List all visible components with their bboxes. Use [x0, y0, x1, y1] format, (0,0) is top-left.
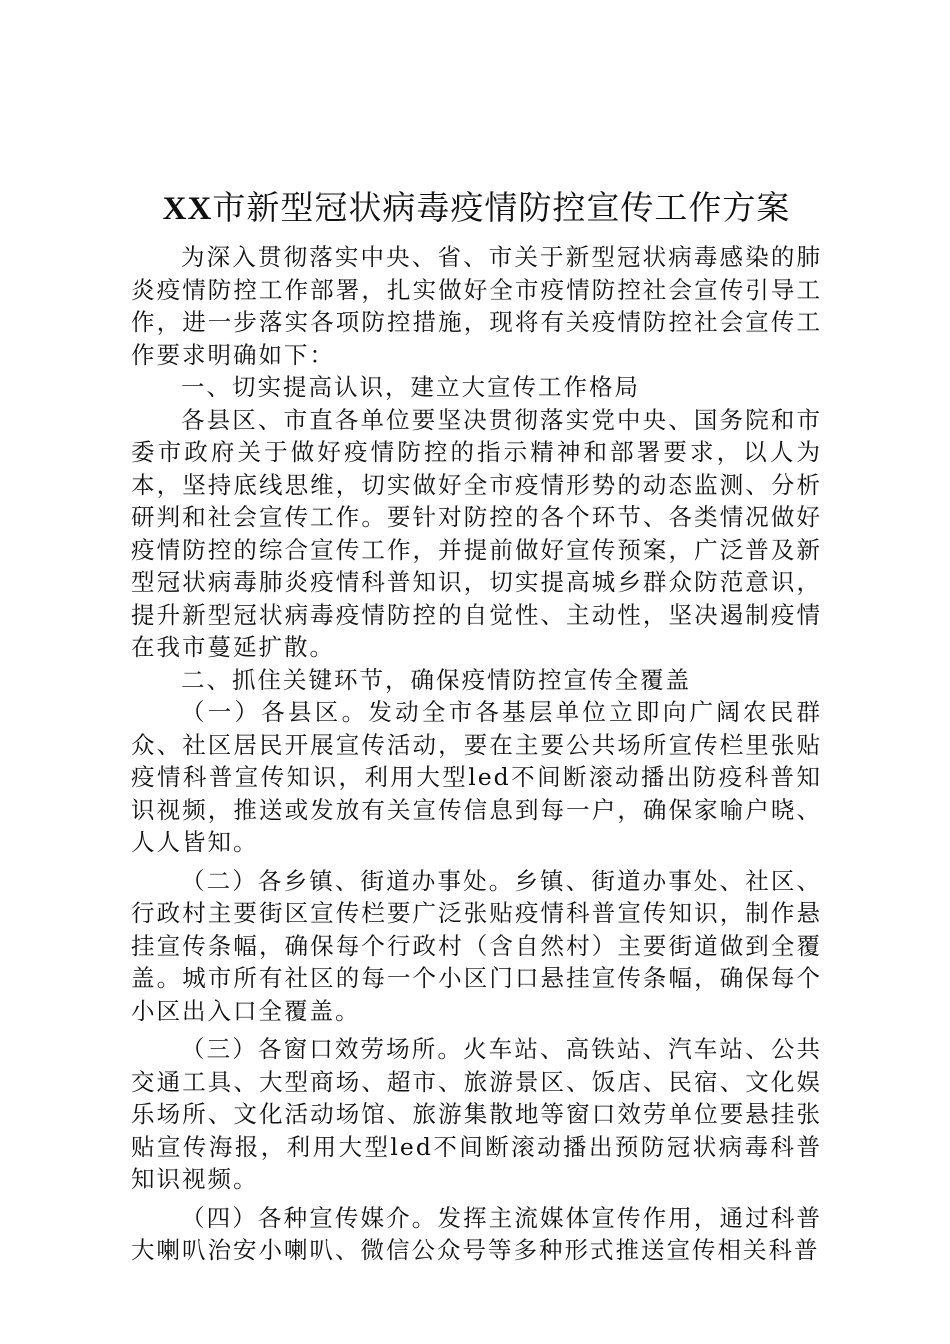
- title-prefix: XX: [162, 191, 213, 227]
- document-title: [131, 178, 822, 239]
- section-1-body: 各县区、市直各单位要坚决贯彻落实党中央、国务院和市委市政府关于做好疫情防控的指示精神和部署要求，以人为本，坚持底线思维，切实做好全市疫情形势的动态监测、分析研判和社会宣传工作。要针对防控的各个环节、各类情况做好疫情防控的综合宣传工作，并提前做好宣传预案，广泛普及新型冠状病毒肺炎疫情科普知识，切实提高城乡群众防范意识，提升新型冠状病毒疫情防控的自觉性、主动性，坚决遏制疫情在我市蔓延扩散。: [131, 405, 822, 661]
- item-1-counties: （一）各县区。发动全市各基层单位立即向广阔农民群众、社区居民开展宣传活动，要在主要公共场所宣传栏里张贴疫情科普宣传知识，利用大型led不间断滚动播出防疫科普知识视频，推送或发放有关宣传信息到每一户，确保家喻户晓、人人皆知。: [131, 698, 822, 856]
- intro-paragraph: 为深入贯彻落实中央、省、市关于新型冠状病毒感染的肺炎疫情防控工作部署，扎实做好全市疫情防控社会宣传引导工作，进一步落实各项防控措施，现将有关疫情防控社会宣传工作要求明确如下：: [131, 243, 822, 369]
- item-4-media: （四）各种宣传媒介。发挥主流媒体宣传作用，通过科普大喇叭治安小喇叭、微信公众号等多种形式推送宣传相关科普: [131, 1203, 822, 1264]
- section-heading-1: 一、切实提高认识，建立大宣传工作格局: [181, 373, 640, 401]
- title-text: 市新型冠状病毒疫情防控宣传工作方案: [212, 188, 791, 227]
- section-heading-2: 二、抓住关键环节，确保疫情防控宣传全覆盖: [181, 665, 691, 694]
- item-3-service-venues: （三）各窗口效劳场所。火车站、高铁站、汽车站、公共交通工具、大型商场、超市、旅游景区、饭店、民宿、文化娱乐场所、文化活动场馆、旅游集散地等窗口效劳单位要悬挂张贴宣传海报，利用大型led不间断滚动播出预防冠状病毒科普知识视频。: [131, 1035, 822, 1193]
- item-2-townships: （二）各乡镇、街道办事处。乡镇、街道办事处、社区、行政村主要街区宣传栏要广泛张贴疫情科普宣传知识，制作悬挂宣传条幅，确保每个行政村（含自然村）主要街道做到全覆盖。城市所有社区的每一个小区门口悬挂宣传条幅，确保每个小区出入口全覆盖。: [131, 866, 822, 1025]
